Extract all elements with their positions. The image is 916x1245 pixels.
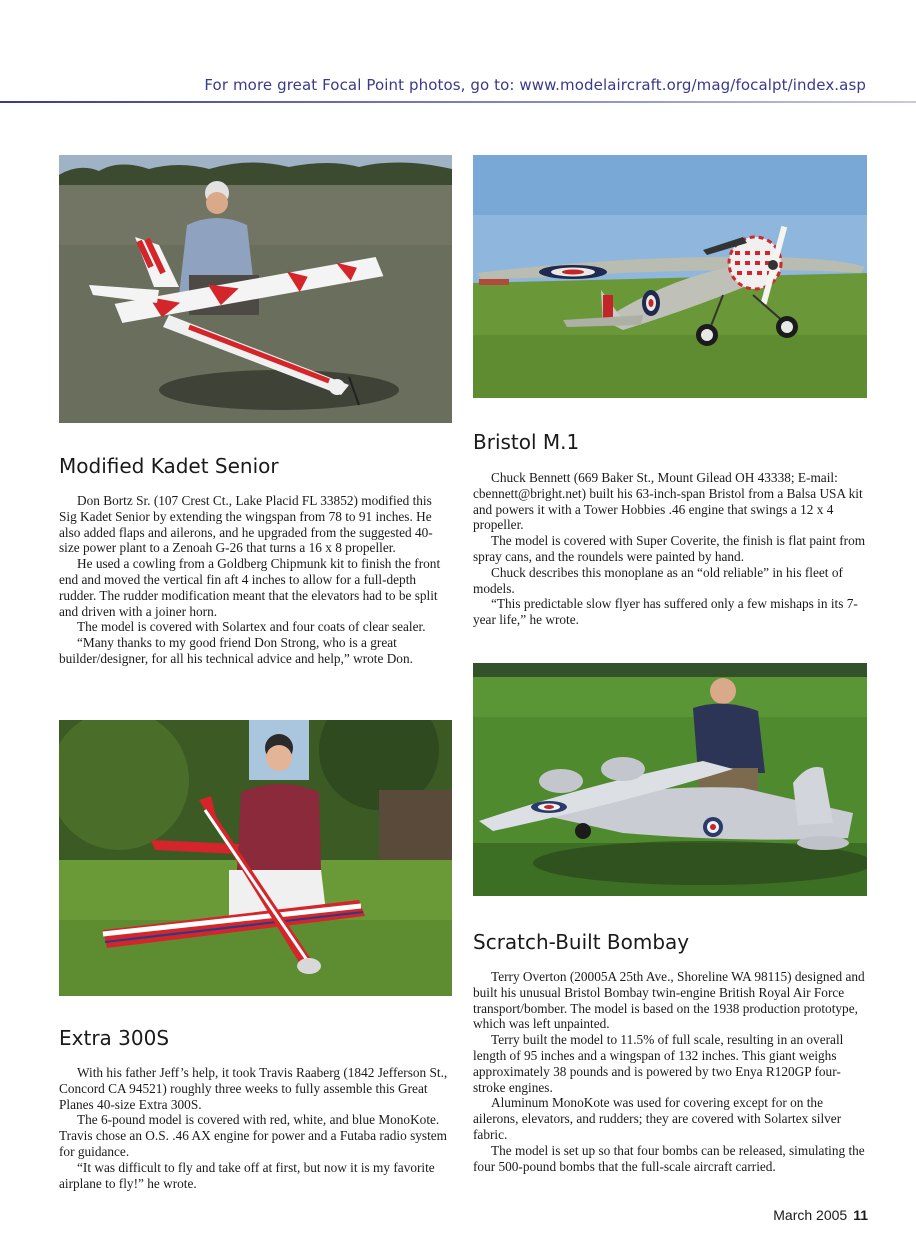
article-body-kadet-senior: [59, 493, 452, 667]
paragraph: With his father Jeff’s help, it took Travis Raaberg (1842 Jefferson St., Concord CA 94521) roughly three weeks to fully assemble this Great Planes 40-size Extra 300S.: [59, 1065, 448, 1112]
kadet-senior-photo: [59, 155, 452, 423]
paragraph: Chuck Bennett (669 Baker St., Mount Gilead OH 43338; E-mail: cbennett@bright.net) built his 63-inch-span Bristol from a Balsa USA kit and powers it with a Tower Hobbies .46 engine that swings a 12 x 4 propeller.: [473, 470, 863, 533]
article-title-bristol-m1: Bristol M.1: [473, 430, 580, 454]
article-body-bristol-m1: [473, 470, 867, 628]
article-title-kadet-senior: Modified Kadet Senior: [59, 454, 279, 478]
article-title-bombay: Scratch-Built Bombay: [473, 930, 690, 954]
paragraph: The model is covered with Solartex and four coats of clear sealer.: [77, 619, 426, 635]
paragraph: “Many thanks to my good friend Don Strong, who is a great builder/designer, for all his technical advice and help,” wrote Don.: [59, 635, 413, 666]
article-body-bombay: [473, 969, 867, 1174]
paragraph: The model is covered with Super Coverite, the finish is flat paint from spray cans, and the roundels were painted by hand.: [473, 533, 866, 564]
paragraph: “This predictable slow flyer has suffered only a few mishaps in its 7-year life,” he wrote.: [473, 596, 858, 628]
paragraph: Terry built the model to 11.5% of full scale, resulting in an overall length of 95 inches and a wingspan of 132 inches. This giant weighs approximately 38 pounds and is powered by two Enya R120GP four-stroke engines.: [473, 1032, 844, 1095]
paragraph: The model is set up so that four bombs can be released, simulating the four 500-pound bombs that the full-scale aircraft carried.: [473, 1142, 865, 1174]
article-title-extra-300s: Extra 300S: [59, 1026, 170, 1050]
paragraph: The 6-pound model is covered with red, white, and blue MonoKote. Travis chose an O.S. .46 AX engine for power and a Futaba radio system for guidance.: [59, 1112, 448, 1159]
bombay-photo: [473, 663, 867, 896]
header-divider: [0, 101, 916, 103]
page-number: 11: [853, 1207, 868, 1223]
extra-300s-photo: [59, 720, 452, 996]
paragraph: Chuck describes this monoplane as an “old reliable” in his fleet of models.: [473, 564, 843, 596]
paragraph: Aluminum MonoKote was used for covering except for on the ailerons, elevators, and rudders; they are covered with Solartex silver fabric.: [473, 1095, 842, 1142]
page-folio: [773, 1207, 868, 1223]
paragraph: “It was difficult to fly and take off at first, but now it is my favorite airplane to fly!” he wrote.: [59, 1159, 435, 1191]
focal-point-link[interactable]: For more great Focal Point photos, go to: www.modelaircraft.org/mag/focalpt/index.asp: [204, 76, 866, 94]
paragraph: Terry Overton (20005A 25th Ave., Shoreline WA 98115) designed and built his unusual Bristol Bombay twin-engine British Royal Air Force transport/bomber. The model is based on the 1938 production prototype, which was left unpainted.: [473, 969, 865, 1032]
article-body-extra-300s: [59, 1065, 452, 1191]
issue-date: March 2005: [773, 1207, 848, 1223]
paragraph: Don Bortz Sr. (107 Crest Ct., Lake Placid FL 33852) modified this Sig Kadet Senior by extending the wingspan from 78 to 91 inches. He also added flaps and ailerons, and he upgraded from the suggested 40-size power plant to a Zenoah G-26 that turns a 16 x 8 propeller.: [59, 493, 433, 556]
bristol-m1-photo: [473, 155, 867, 398]
paragraph: He used a cowling from a Goldberg Chipmunk kit to finish the front end and moved the vertical fin aft 4 inches to allow for a full-depth rudder. The rudder modification meant that the elevators had to be split and driven with a joiner horn.: [59, 556, 441, 619]
